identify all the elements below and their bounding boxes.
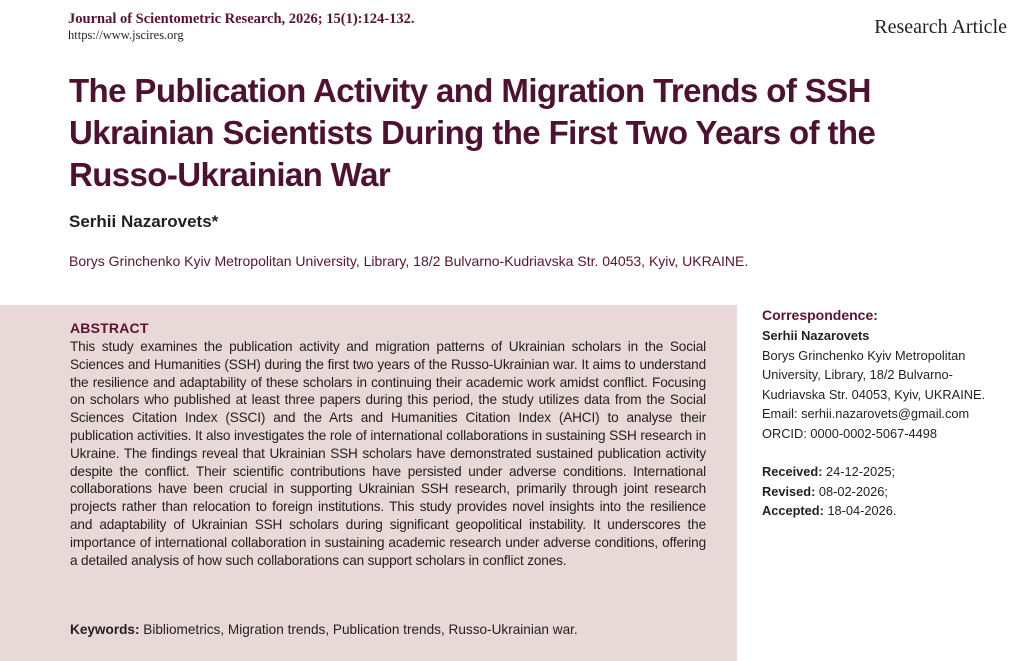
received-label: Received:: [762, 464, 823, 479]
journal-citation: Journal of Scientometric Research, 2026; 15(1):124-132.: [68, 11, 415, 27]
journal-url[interactable]: https://www.jscires.org: [68, 28, 184, 42]
abstract-text: This study examines the publication activity and migration patterns of Ukrainian scholars in the Social Sciences and Humanities (SSH) during the first two years of the Russo-Ukrainian war. It aims to understand the resilience and adaptability of these scholars in continuing their academic work amidst conflict. Focusing on scholars who published at least three papers during this period, the study utilizes data from the Social Sciences Citation Index (SSCI) and the Arts and Humanities Citation Index (AHCI) to analyse their publication activities. It also investigates the role of international collaborations in sustaining SSH research in Ukraine. The findings reveal that Ukrainian SSH scholars have demonstrated sustained publication activity despite the conflict. Their scientific contributions have persisted under adverse conditions. International collaborations have been crucial in supporting Ukrainian SSH research, primarily through joint research projects rather than relocation to foreign institutions. This study provides novel insights into the resilience and adaptability of Ukrainian SSH scholars during significant geopolitical instability. It underscores the importance of international collaboration in sustaining academic research under adverse conditions, offering a detailed analysis of how such collaborations can support scholars in conflict zones.: [70, 339, 706, 568]
received-date: [762, 462, 1002, 482]
correspondence-email[interactable]: Email: serhii.nazarovets@gmail.com: [762, 406, 970, 421]
correspondence-panel: [762, 305, 1002, 521]
author-affiliation: Borys Grinchenko Kyiv Metropolitan University, Library, 18/2 Bulvarno-Kudriavska Str. 04053, Kyiv, UKRAINE.: [69, 253, 749, 269]
keywords-list: Bibliometrics, Migration trends, Publication trends, Russo-Ukrainian war.: [143, 622, 578, 637]
accepted-label: Accepted:: [762, 503, 824, 518]
accepted-date: [762, 501, 1002, 521]
revised-date: [762, 482, 1002, 502]
revised-value: 08-02-2026;: [818, 483, 888, 499]
author-name: Serhii Nazarovets*: [69, 212, 219, 231]
correspondence-address: Borys Grinchenko Kyiv Metropolitan University, Library, 18/2 Bulvarno-Kudriavska Str. 04053, Kyiv, UKRAINE.: [762, 347, 986, 402]
paper-title: The Publication Activity and Migration Trends of SSH Ukrainian Scientists During the First Two Years of the Russo-Ukrainian War: [69, 72, 876, 193]
article-type-label: Research Article: [874, 16, 1007, 38]
correspondence-orcid[interactable]: ORCID: 0000-0002-5067-4498: [762, 425, 938, 441]
keywords-label: Keywords:: [70, 622, 140, 637]
correspondence-name: Serhii Nazarovets: [762, 328, 870, 343]
article-dates: [762, 462, 1002, 521]
accepted-value: 18-04-2026.: [827, 503, 897, 518]
received-value: 24-12-2025;: [826, 464, 896, 479]
revised-label: Revised:: [762, 483, 816, 499]
keywords: [70, 622, 578, 637]
correspondence-heading: Correspondence:: [762, 307, 878, 323]
abstract-heading: ABSTRACT: [70, 320, 149, 336]
